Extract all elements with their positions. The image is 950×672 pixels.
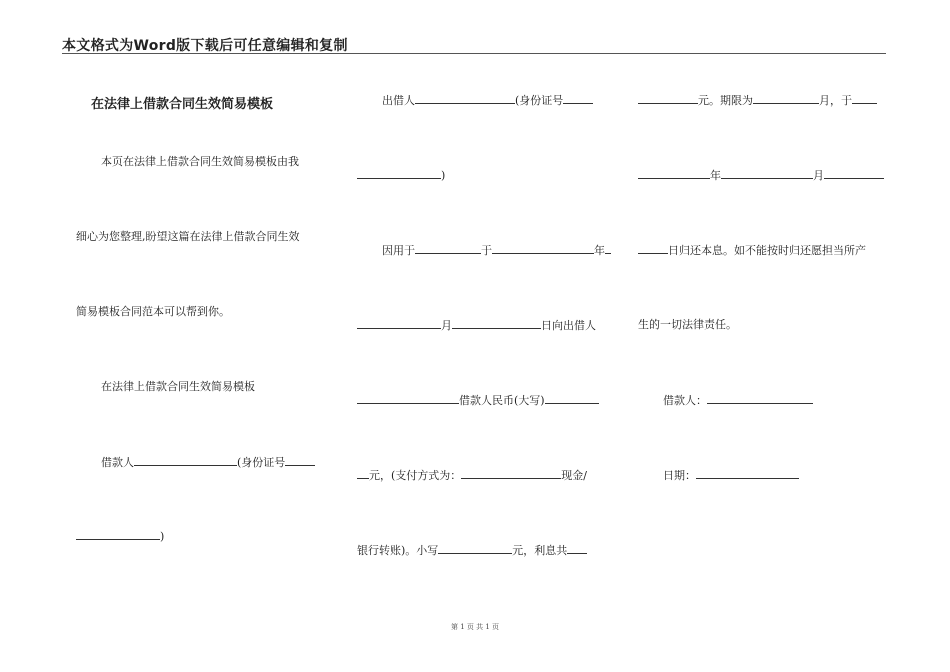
repay-date-line — [638, 168, 884, 183]
blank-field — [638, 243, 668, 254]
liability-line: 生的一切法律责任。 — [638, 318, 737, 331]
intro-line-2: 细心为您整理,盼望这篇在法律上借款合同生效 — [76, 230, 300, 243]
lender-id-close-line — [357, 168, 445, 183]
borrow-amount-line — [357, 393, 599, 408]
id-label: (身份证号 — [515, 94, 564, 107]
yuan-term-label: 元。期限为 — [698, 94, 753, 107]
term-line — [638, 93, 877, 108]
header-divider — [62, 53, 886, 54]
month-at-label: 月，于 — [819, 94, 852, 107]
date-sign-label: 日期： — [663, 469, 696, 482]
blank-field — [357, 468, 369, 479]
year-label: 年 — [710, 169, 721, 182]
document-title: 在法律上借款合同生效简易模板 — [91, 97, 274, 112]
payment-method-line — [357, 468, 587, 483]
month-label: 月 — [441, 319, 452, 332]
id-label: (身份证号 — [237, 456, 286, 469]
cash-label: 现金/ — [561, 469, 588, 482]
close-paren: ) — [441, 169, 446, 182]
intro-line-3: 简易模板合同范本可以帮到你。 — [76, 305, 230, 318]
blank-field — [452, 318, 541, 329]
subtitle: 在法律上借款合同生效简易模板 — [101, 380, 255, 393]
blank-field — [824, 168, 884, 179]
repay-line — [638, 243, 866, 258]
blank-field — [545, 393, 599, 404]
blank-field — [415, 93, 515, 104]
blank-field — [76, 529, 160, 540]
lender-label: 出借人 — [382, 94, 415, 107]
blank-field — [638, 93, 698, 104]
lender-id-line — [382, 93, 593, 108]
blank-field — [852, 93, 877, 104]
borrower-sign-line — [663, 393, 813, 408]
blank-field — [605, 243, 611, 254]
blank-field — [461, 468, 561, 479]
borrower-id-line — [101, 455, 315, 470]
blank-field — [492, 243, 594, 254]
repay-label: 日归还本息。如不能按时归还愿担当所产 — [668, 244, 866, 257]
signature-field — [707, 393, 813, 404]
date-sign-line — [663, 468, 799, 483]
yuan-interest-label: 元，利息共 — [512, 544, 568, 557]
borrower-label: 借款人 — [101, 456, 134, 469]
month-day-line — [357, 318, 596, 333]
blank-field — [438, 543, 512, 554]
blank-field — [357, 318, 441, 329]
month-label: 月 — [813, 169, 824, 182]
page-number: 第 1 页 共 1 页 — [450, 623, 500, 631]
because-label: 因用于 — [382, 244, 415, 257]
blank-field — [563, 93, 593, 104]
intro-line-1: 本页在法律上借款合同生效简易模板由我 — [101, 155, 299, 168]
blank-field — [567, 543, 587, 554]
yuan-pay-label: 元，(支付方式为： — [369, 469, 462, 482]
bank-label: 银行转账)。小写 — [357, 544, 439, 557]
purpose-date-line — [382, 243, 611, 258]
blank-field — [753, 93, 819, 104]
borrower-id-close-line — [76, 529, 164, 544]
blank-field — [357, 393, 459, 404]
header-title: 本文格式为Word版下载后可任意编辑和复制 — [62, 38, 348, 54]
to-lender-label: 日向出借人 — [541, 319, 596, 332]
borrow-rmb-label: 借款人民币(大写) — [459, 394, 545, 407]
yu-label: 于 — [481, 244, 492, 257]
blank-field — [721, 168, 813, 179]
close-paren: ) — [160, 530, 165, 543]
blank-field — [134, 455, 237, 466]
blank-field — [357, 168, 441, 179]
borrower-sign-label: 借款人： — [663, 394, 707, 407]
year-label: 年 — [594, 244, 605, 257]
blank-field — [415, 243, 481, 254]
date-field — [696, 468, 799, 479]
blank-field — [285, 455, 315, 466]
blank-field — [638, 168, 710, 179]
bank-interest-line — [357, 543, 587, 558]
